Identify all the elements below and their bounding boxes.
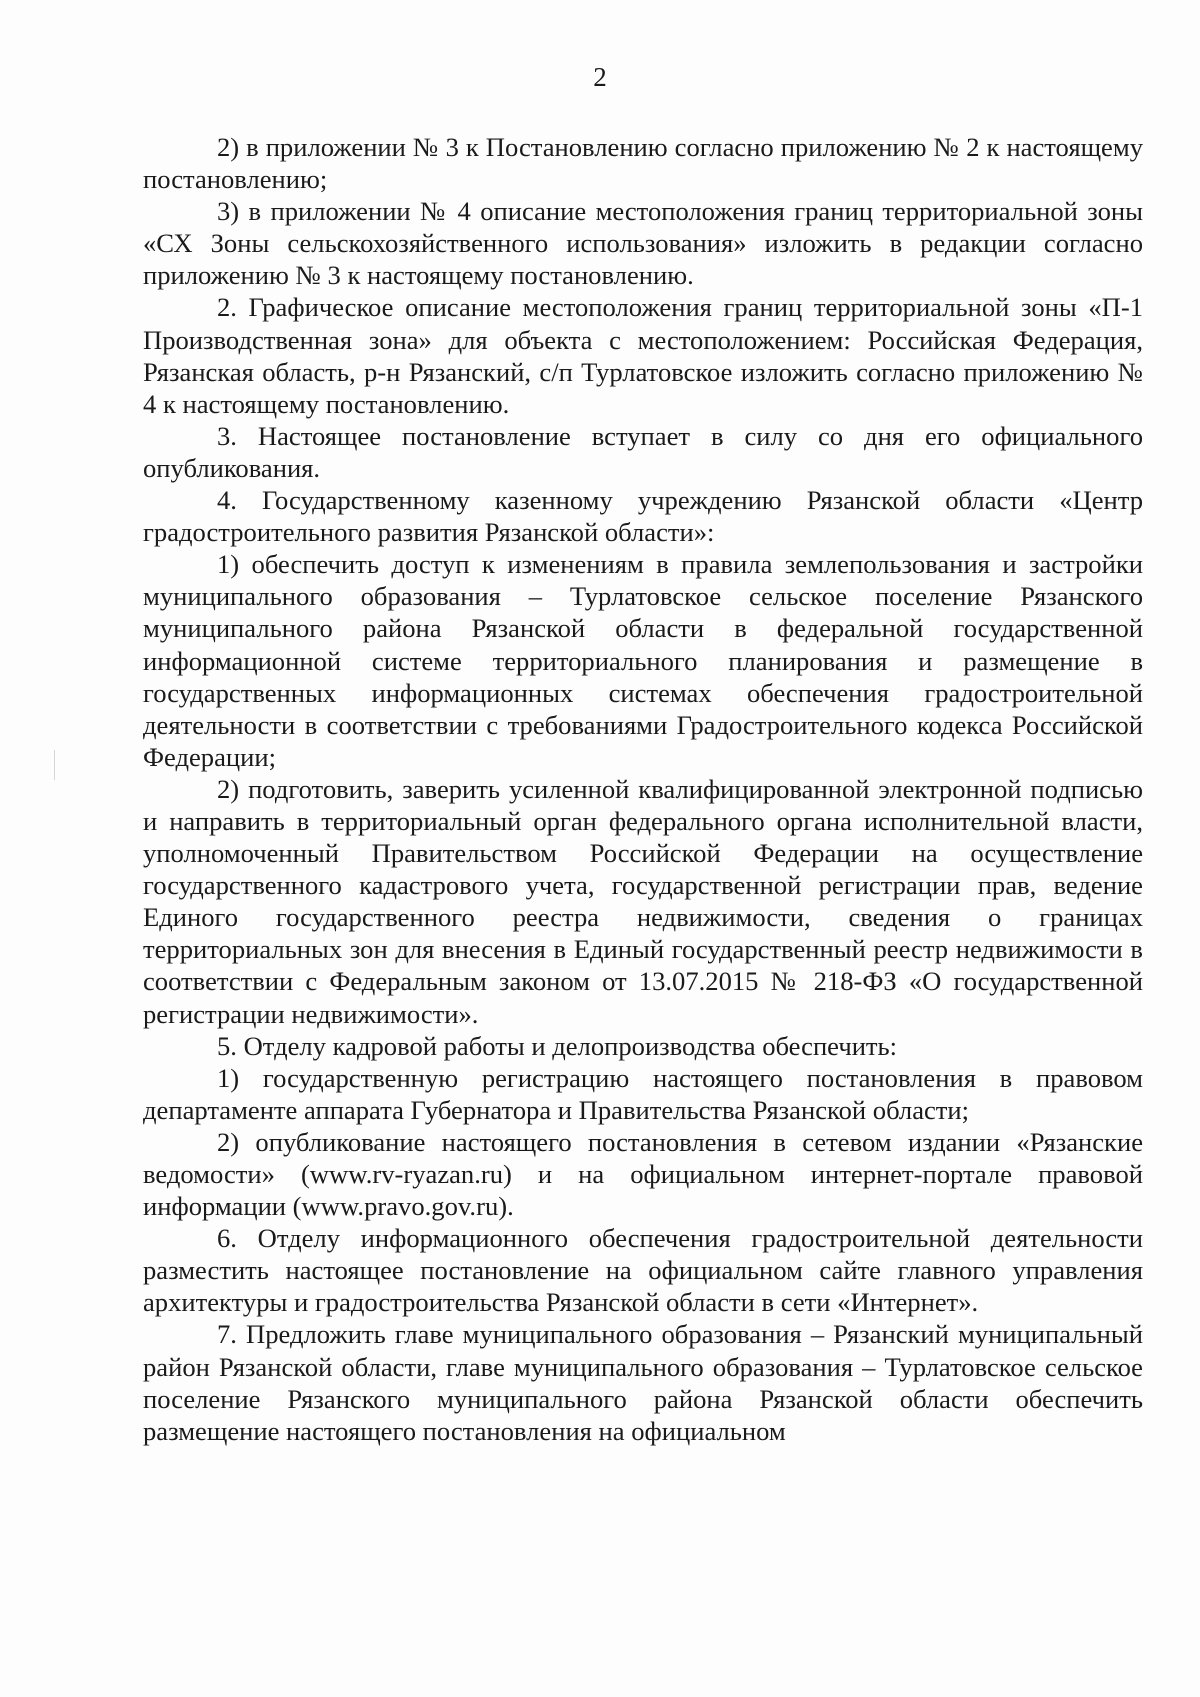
paragraph-1-3: 3) в приложении № 4 описание местоположения границ территориальной зоны «СХ Зоны сельскохозяйственного использования» изложить в редакции согласно приложению № 3 к настоящему постановлению. [143, 196, 1143, 291]
paragraph-4-2: 2) подготовить, заверить усиленной квалифицированной электронной подписью и направить в территориальный орган федерального органа исполнительной власти, уполномоченный Правительством Российской Федерации на осуществление государственного кадастрового учета, государственной регистрации прав, ведение Единого государственного реестра недвижимости, сведения о границах территориальных зон для внесения в Единый государственный реестр недвижимости в соответствии с Федеральным законом от 13.07.2015 № 218-ФЗ «О государственной регистрации недвижимости». [143, 773, 1143, 1029]
paragraph-5-1: 1) государственную регистрацию настоящего постановления в правовом департаменте аппарата Губернатора и Правительства Рязанской области; [143, 1062, 1143, 1125]
page-number: 2 [593, 62, 607, 92]
paragraph-5-2: 2) опубликование настоящего постановления в сетевом издании «Рязанские ведомости» (www.rv-ryazan.ru) и на официальном интернет-портале правовой информации (www.pravo.gov.ru). [143, 1126, 1143, 1222]
paragraph-6: 6. Отделу информационного обеспечения градостроительной деятельности разместить настоящее постановление на официальном сайте главного управления архитектуры и градостроительства Рязанской области в сети «Интернет». [143, 1223, 1143, 1318]
paragraph-2: 2. Графическое описание местоположения границ территориальной зоны «П-1 Производственная зона» для объекта с местоположением: Российская Федерация, Рязанская область, р-н Рязанский, с/п Турлатовское изложить согласно приложению № 4 к настоящему постановлению. [143, 292, 1143, 419]
scan-artifact [54, 750, 55, 780]
paragraph-1-2: 2) в приложении № 3 к Постановлению согласно приложению № 2 к настоящему постановлению; [143, 132, 1143, 195]
paragraph-7: 7. Предложить главе муниципального образования – Рязанский муниципальный район Рязанской области, главе муниципального образования – Турлатовское сельское поселение Рязанского муниципального района Рязанской области обеспечить размещение настоящего постановления на официальном [143, 1319, 1143, 1446]
paragraph-3: 3. Настоящее постановление вступает в силу со дня его официального опубликования. [143, 420, 1143, 483]
paragraph-4-1: 1) обеспечить доступ к изменениям в правила землепользования и застройки муниципального образования – Турлатовское сельское поселение Рязанского муниципального района Рязанской области в федеральной государственной информационной системе территориального планирования и размещение в государственных информационных системах обеспечения градостроительной деятельности в соответствии с требованиями Градостроительного кодекса Российской Федерации; [143, 549, 1143, 772]
paragraph-5: 5. Отделу кадровой работы и делопроизводства обеспечить: [217, 1030, 898, 1061]
paragraph-4: 4. Государственному казенному учреждению Рязанской области «Центр градостроительного развития Рязанской области»: [143, 485, 1143, 548]
document-body [143, 131, 1143, 1447]
